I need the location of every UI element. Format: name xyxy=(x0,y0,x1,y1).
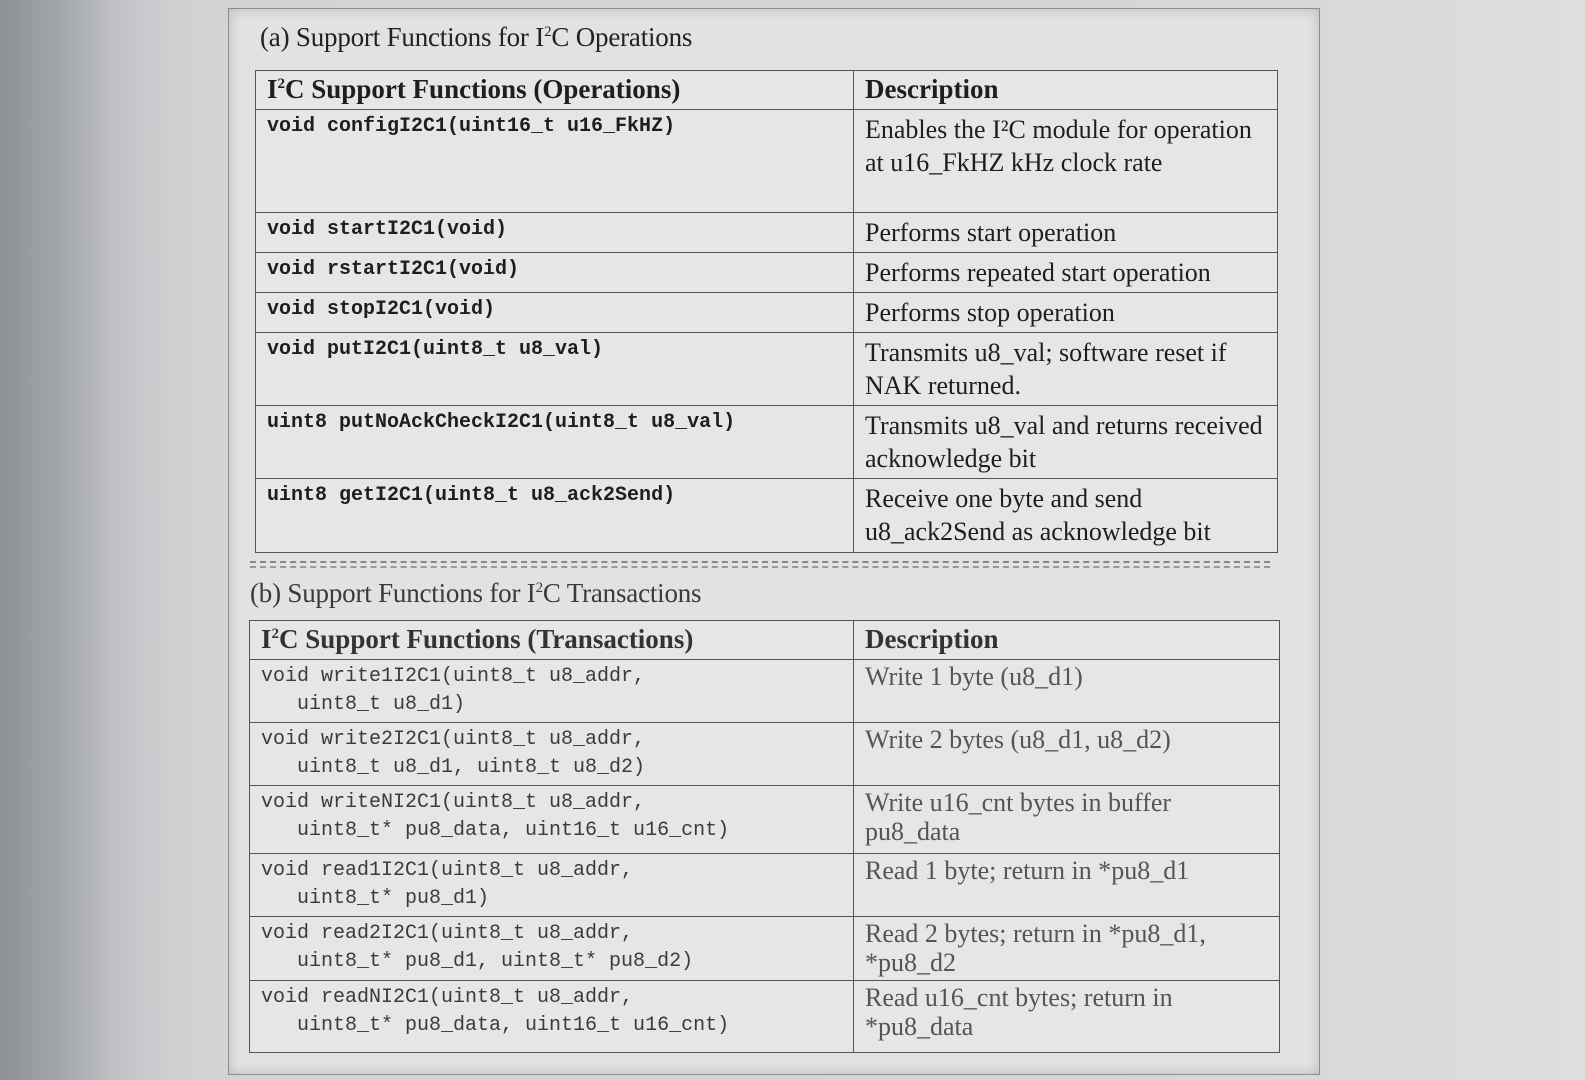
table-row xyxy=(256,333,1278,406)
function-signature: void startI2C1(void) xyxy=(256,213,854,253)
section-a-caption: (a) Support Functions for $I^2C$ Operations xyxy=(260,22,693,52)
function-description: Performs start operation xyxy=(854,213,1278,253)
function-description: Write 1 byte (u8_d1) xyxy=(854,660,1280,723)
function-signature: void read1I2C1(uint8_t u8_addr, uint8_t* pu8_d1) xyxy=(250,854,854,917)
function-description: Performs stop operation xyxy=(854,293,1278,333)
table-row xyxy=(250,660,1280,723)
section-divider xyxy=(250,561,1270,563)
column-header-functions: $I^2C$ Support Functions (Operations) xyxy=(256,71,854,110)
function-signature: void configI2C1(uint16_t u16_FkHZ) xyxy=(256,110,854,213)
table-row xyxy=(256,110,1278,213)
table-row xyxy=(250,786,1280,854)
function-signature: void writeNI2C1(uint8_t u8_addr, uint8_t* pu8_data, uint16_t u16_cnt) xyxy=(250,786,854,854)
table-row xyxy=(256,406,1278,479)
column-header-description: Description xyxy=(854,621,1280,660)
function-signature: void putI2C1(uint8_t u8_val) xyxy=(256,333,854,406)
function-description: Write u16_cnt bytes in buffer pu8_data xyxy=(854,786,1280,854)
table-row xyxy=(256,253,1278,293)
function-description: Enables the I²C module for operation at u16_FkHZ kHz clock rate xyxy=(854,110,1278,213)
function-signature: void write2I2C1(uint8_t u8_addr, uint8_t u8_d1, uint8_t u8_d2) xyxy=(250,723,854,786)
function-signature: void read2I2C1(uint8_t u8_addr, uint8_t* pu8_d1, uint8_t* pu8_d2) xyxy=(250,917,854,981)
table-row xyxy=(250,723,1280,786)
function-signature: uint8 getI2C1(uint8_t u8_ack2Send) xyxy=(256,479,854,553)
function-signature: void readNI2C1(uint8_t u8_addr, uint8_t* pu8_data, uint16_t u16_cnt) xyxy=(250,981,854,1053)
table-header-row xyxy=(250,621,1280,660)
operations-table xyxy=(255,70,1278,553)
function-description: Transmits u8_val and returns received acknowledge bit xyxy=(854,406,1278,479)
function-description: Performs repeated start operation xyxy=(854,253,1278,293)
function-signature: void write1I2C1(uint8_t u8_addr, uint8_t u8_d1) xyxy=(250,660,854,723)
function-description: Read 1 byte; return in *pu8_d1 xyxy=(854,854,1280,917)
section-divider xyxy=(250,566,1270,568)
function-description: Read 2 bytes; return in *pu8_d1, *pu8_d2 xyxy=(854,917,1280,981)
table-row xyxy=(250,854,1280,917)
function-signature: void rstartI2C1(void) xyxy=(256,253,854,293)
function-signature: void stopI2C1(void) xyxy=(256,293,854,333)
function-description: Transmits u8_val; software reset if NAK returned. xyxy=(854,333,1278,406)
transactions-table xyxy=(249,620,1280,1053)
table-row xyxy=(250,981,1280,1053)
section-b-caption: (b) Support Functions for $I^2C$ Transactions xyxy=(250,578,702,608)
column-header-description: Description xyxy=(854,71,1278,110)
table-header-row xyxy=(256,71,1278,110)
function-signature: uint8 putNoAckCheckI2C1(uint8_t u8_val) xyxy=(256,406,854,479)
table-row xyxy=(256,479,1278,553)
function-description: Receive one byte and send u8_ack2Send as acknowledge bit xyxy=(854,479,1278,553)
column-header-functions: $I^2C$ Support Functions (Transactions) xyxy=(250,621,854,660)
function-description: Read u16_cnt bytes; return in *pu8_data xyxy=(854,981,1280,1053)
table-row xyxy=(250,917,1280,981)
table-row xyxy=(256,213,1278,253)
table-row xyxy=(256,293,1278,333)
function-description: Write 2 bytes (u8_d1, u8_d2) xyxy=(854,723,1280,786)
